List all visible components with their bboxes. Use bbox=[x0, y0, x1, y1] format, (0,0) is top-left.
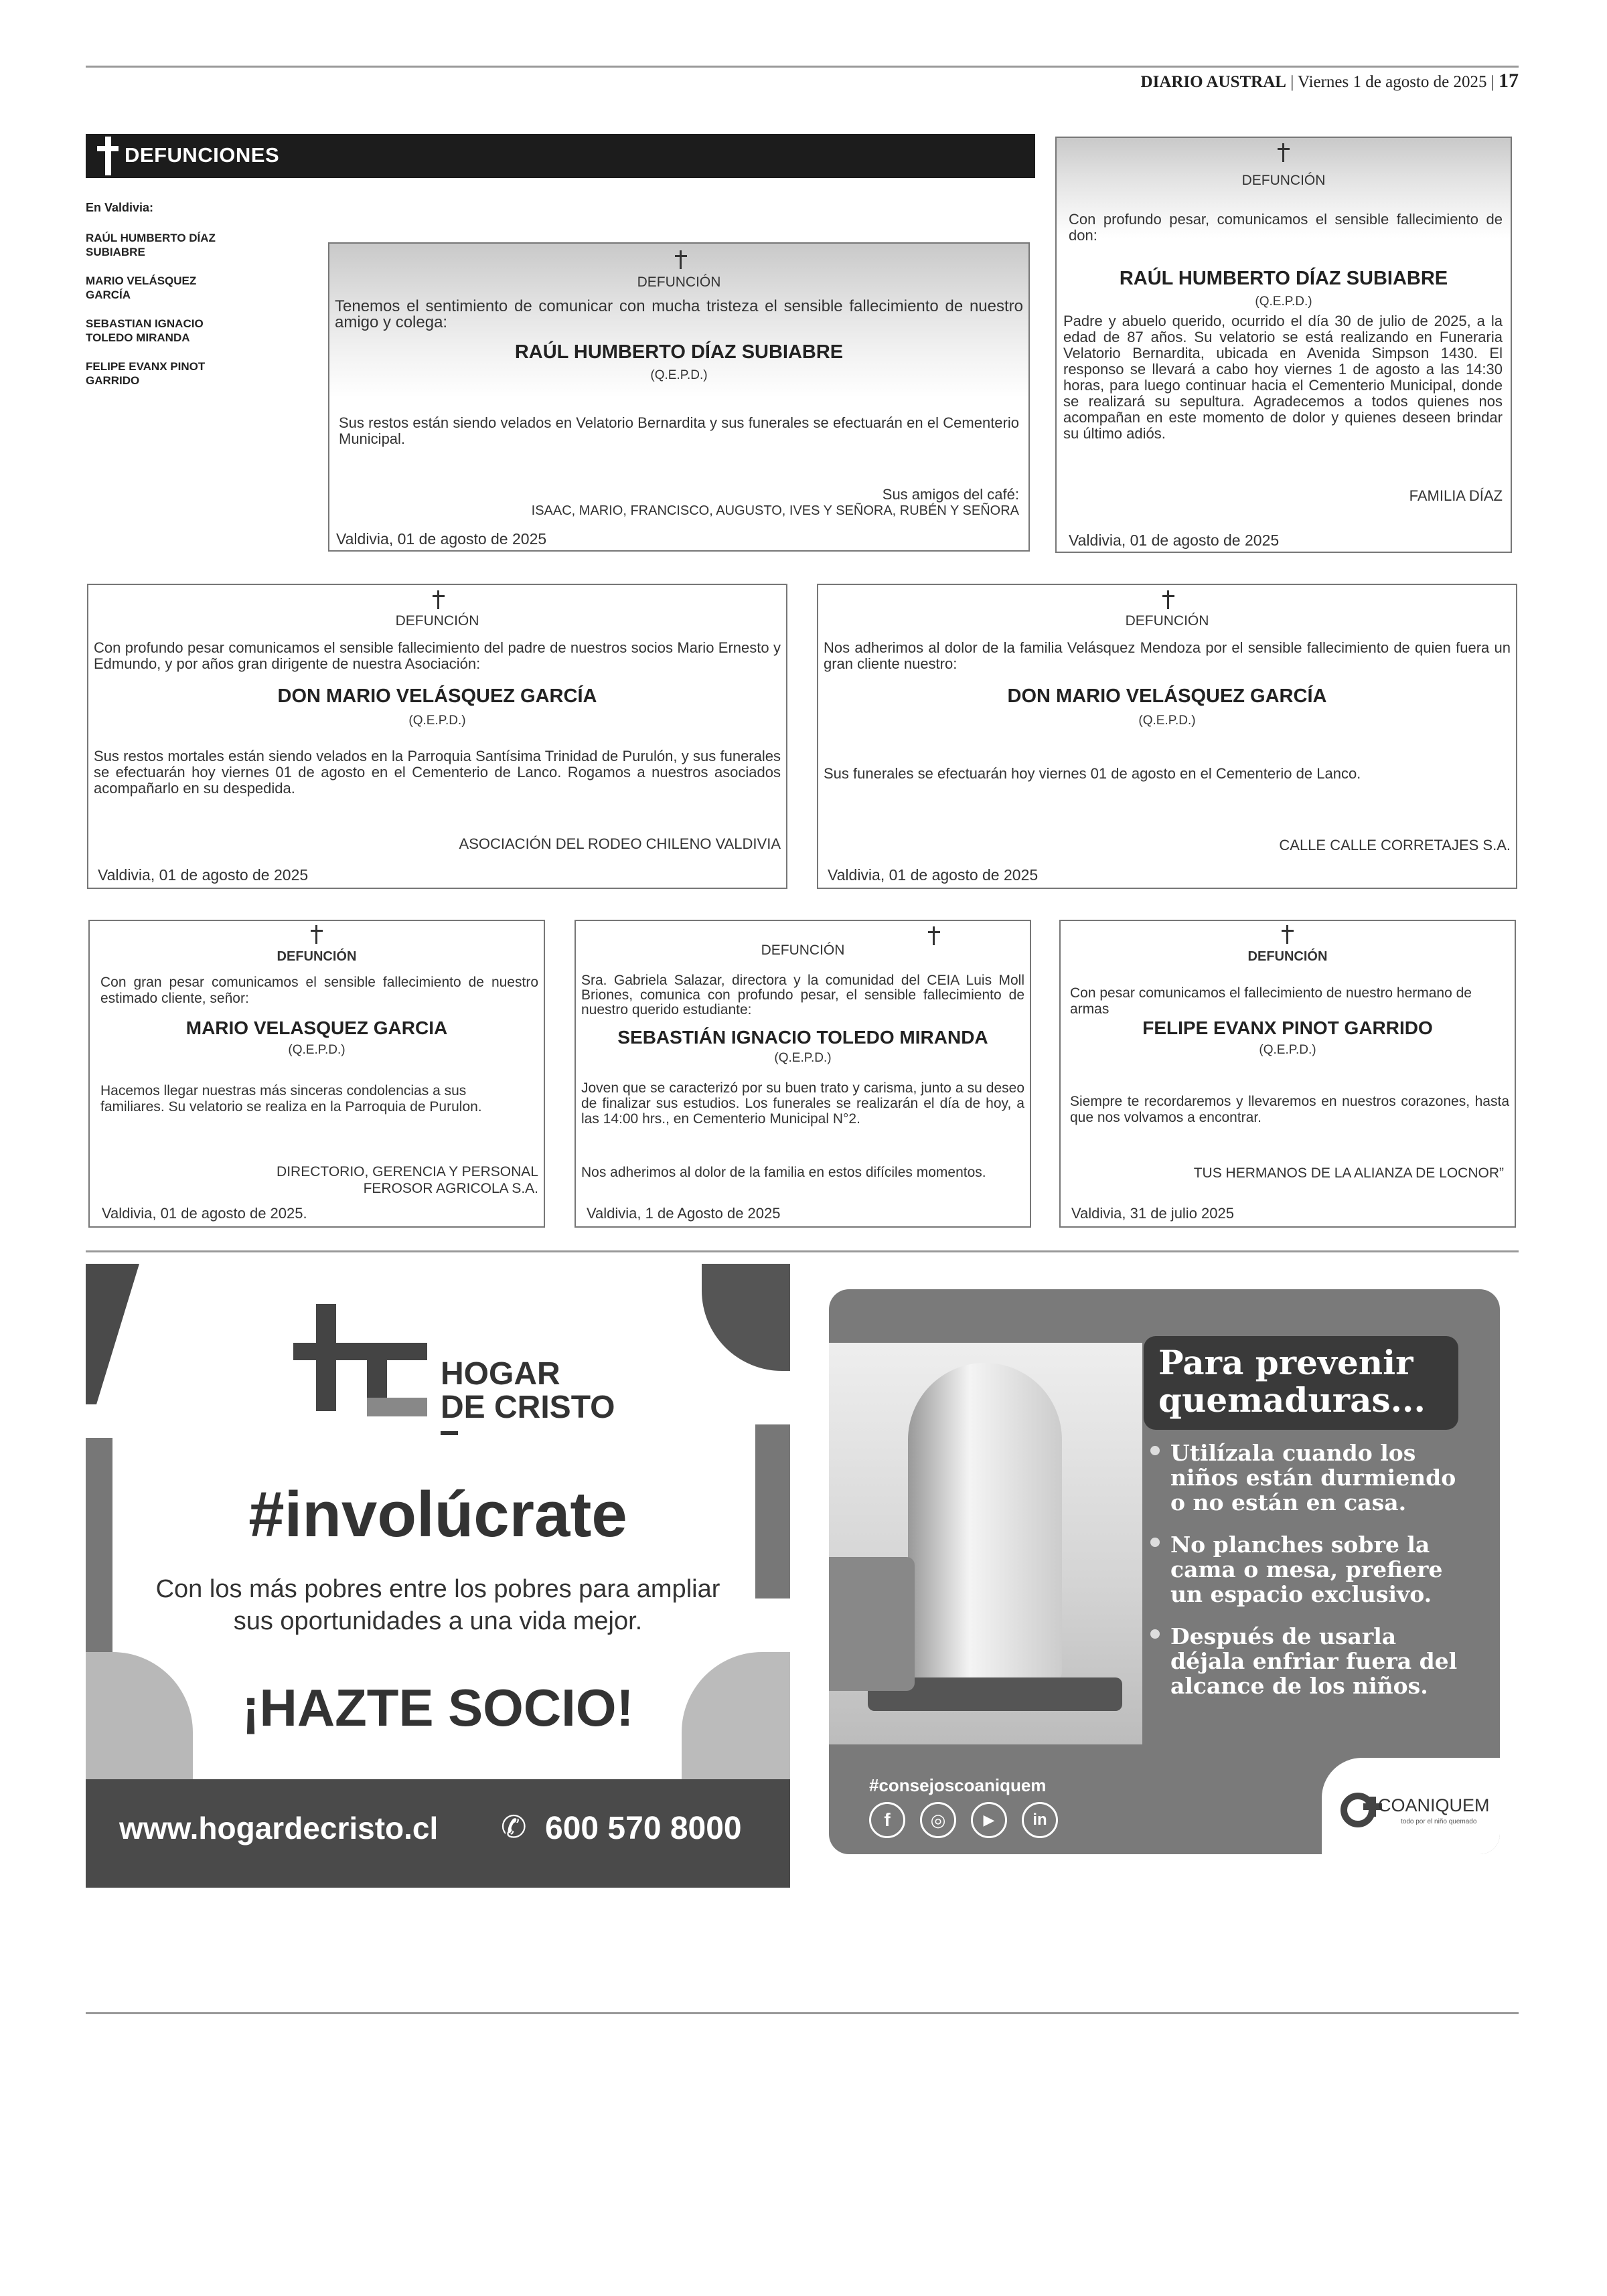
ad-cta[interactable]: ¡HAZTE SOCIO! bbox=[242, 1678, 634, 1737]
notice-qepd: (Q.E.P.D.) bbox=[1259, 1043, 1316, 1057]
notice-heading: DEFUNCIÓN bbox=[395, 613, 479, 629]
notice-heading: DEFUNCIÓN bbox=[277, 949, 357, 964]
paper-name: DIARIO AUSTRAL bbox=[1140, 73, 1286, 91]
notice-body: Joven que se caracterizó por su buen trato y carisma, junto a su deseo de finalizar sus estudios. Los funerales se realizarán el día de hoy, a las 14:00 hrs., en Cementerio Municipal N°2. bbox=[581, 1080, 1024, 1127]
signature-line: FEROSOR AGRICOLA S.A. bbox=[363, 1181, 538, 1196]
signature-line: Sus amigos del café: bbox=[882, 486, 1019, 503]
notice-qepd: (Q.E.P.D.) bbox=[774, 1051, 832, 1065]
obituary-notice bbox=[1055, 137, 1512, 553]
coaniquem-hashtag[interactable]: #consejoscoaniquem bbox=[869, 1775, 1047, 1795]
notice-signature bbox=[459, 835, 781, 852]
hogar-logo-icon bbox=[293, 1304, 427, 1418]
logo-line: HOGAR bbox=[441, 1356, 560, 1392]
index-name: RAÚL HUMBERTO DÍAZ SUBIABRE bbox=[86, 232, 216, 258]
brand-name: COANIQUEM bbox=[1378, 1795, 1490, 1815]
tip-text: No planches sobre la cama o mesa, prefiere un espacio exclusivo. bbox=[1170, 1532, 1443, 1607]
section-rule bbox=[86, 1250, 1519, 1252]
notice-intro: Nos adherimos al dolor de la familia Velásquez Mendoza por el sensible fallecimiento de quien fuera un gran cliente nuestro: bbox=[824, 639, 1511, 672]
title-line: Para prevenir bbox=[1158, 1343, 1413, 1382]
notice-date: Valdivia, 01 de agosto de 2025 bbox=[1069, 531, 1280, 549]
notice-name: DON MARIO VELÁSQUEZ GARCÍA bbox=[1007, 685, 1327, 707]
notice-qepd: (Q.E.P.D.) bbox=[650, 368, 708, 382]
decorative-shape bbox=[702, 1264, 790, 1371]
facebook-icon[interactable]: f bbox=[869, 1802, 905, 1838]
notice-intro: Tenemos el sentimiento de comunicar con mucha tristeza el sensible fallecimiento de nuestro amigo y colega: bbox=[335, 297, 1023, 331]
index-city: En Valdivia: bbox=[86, 201, 154, 214]
notice-heading: DEFUNCIÓN bbox=[761, 942, 845, 958]
notice-signature bbox=[277, 1163, 538, 1197]
notice-body: Sus restos mortales están siendo velados en la Parroquia Santísima Trinidad de Purulón, y sus funerales se efectuarán hoy viernes 01 de agosto en el Cementerio de Lanco. Rogamos a nuestros asociados acompañarlo en su despedida. bbox=[94, 748, 781, 797]
notice-body-closing: Nos adherimos al dolor de la familia en estos difíciles momentos. bbox=[581, 1165, 986, 1180]
signature-line: ISAAC, MARIO, FRANCISCO, AUGUSTO, IVES Y SEÑORA, RUBÉN Y SEÑORA bbox=[531, 503, 1019, 518]
page-number: 17 bbox=[1499, 70, 1519, 92]
index-name: SEBASTIAN IGNACIO TOLEDO MIRANDA bbox=[86, 317, 204, 344]
index-name: FELIPE EVANX PINOT GARRIDO bbox=[86, 360, 206, 387]
iron-photo bbox=[829, 1343, 1142, 1744]
notice-body: Hacemos llegar nuestras más sinceras condolencias a sus familiares. Su velatorio se realiza en la Parroquia de Purulon. bbox=[100, 1083, 482, 1115]
notice-qepd: (Q.E.P.D.) bbox=[288, 1043, 346, 1057]
obituary-notice bbox=[817, 584, 1517, 889]
notice-date: Valdivia, 01 de agosto de 2025 bbox=[828, 866, 1039, 884]
signature-line: FAMILIA DÍAZ bbox=[1409, 487, 1503, 504]
notice-intro: Con profundo pesar comunicamos el sensible fallecimiento del padre de nuestros socios Mario Ernesto y Edmundo, y por años gran dirigente de nuestra Asociación: bbox=[94, 639, 781, 672]
decorative-shape bbox=[86, 1264, 139, 1404]
obituary-notice bbox=[328, 242, 1030, 552]
notice-heading: DEFUNCIÓN bbox=[637, 274, 721, 290]
notice-date: Valdivia, 01 de agosto de 2025 bbox=[98, 866, 309, 884]
notice-name: RAÚL HUMBERTO DÍAZ SUBIABRE bbox=[1119, 268, 1448, 289]
ad-title bbox=[1144, 1336, 1458, 1430]
index-name: MARIO VELÁSQUEZ GARCÍA bbox=[86, 274, 197, 301]
notice-signature bbox=[1194, 1165, 1504, 1181]
section-title: DEFUNCIONES bbox=[125, 143, 280, 167]
notice-signature bbox=[1409, 487, 1503, 504]
notice-qepd: (Q.E.P.D.) bbox=[1138, 714, 1196, 728]
notice-name: DON MARIO VELÁSQUEZ GARCÍA bbox=[277, 685, 597, 707]
brand-tagline: todo por el niño quemado bbox=[1401, 1818, 1477, 1825]
obituary-notice bbox=[88, 920, 545, 1228]
notice-body: Sus funerales se efectuarán hoy viernes 01 de agosto en el Cementerio de Lanco. bbox=[824, 765, 1361, 782]
notice-date: Valdivia, 1 de Agosto de 2025 bbox=[587, 1205, 781, 1222]
signature-line: CALLE CALLE CORRETAJES S.A. bbox=[1279, 837, 1511, 853]
website-link[interactable]: www.hogardecristo.cl bbox=[119, 1811, 439, 1846]
obituary-notice bbox=[575, 920, 1031, 1228]
ad-coaniquem[interactable] bbox=[829, 1289, 1500, 1854]
tip-text: Después de usarla déjala enfriar fuera del alcance de los niños. bbox=[1170, 1623, 1458, 1699]
notice-intro: Sra. Gabriela Salazar, directora y la comunidad del CEIA Luis Moll Briones, comunica con profundo pesar, el sensible fallecimiento de nuestro querido estudiante: bbox=[581, 973, 1024, 1017]
notice-heading: DEFUNCIÓN bbox=[1241, 173, 1326, 188]
signature-line: DIRECTORIO, GERENCIA Y PERSONAL bbox=[277, 1164, 538, 1179]
notice-qepd: (Q.E.P.D.) bbox=[408, 714, 466, 728]
title-line: quemaduras... bbox=[1158, 1380, 1426, 1420]
notice-intro: Con gran pesar comunicamos el sensible fallecimiento de nuestro estimado cliente, señor: bbox=[100, 975, 538, 1006]
decorative-shape bbox=[86, 1438, 112, 1679]
obituary-index bbox=[86, 201, 233, 402]
ad-hogar-de-cristo[interactable] bbox=[86, 1264, 790, 1888]
issue-date: Viernes 1 de agosto de 2025 bbox=[1298, 73, 1487, 91]
iron-icon bbox=[908, 1363, 1062, 1684]
notice-date: Valdivia, 01 de agosto de 2025. bbox=[102, 1205, 307, 1222]
coaniquem-logo bbox=[1322, 1758, 1500, 1854]
cross-icon bbox=[95, 137, 121, 175]
cross-icon bbox=[1278, 143, 1290, 162]
cross-icon bbox=[675, 250, 687, 269]
notice-name: FELIPE EVANX PINOT GARRIDO bbox=[1142, 1017, 1433, 1038]
tip-item bbox=[1150, 1532, 1465, 1607]
ad-hashtag: #involúcrate bbox=[248, 1479, 627, 1550]
tip-item bbox=[1150, 1624, 1465, 1698]
notice-signature bbox=[1279, 837, 1511, 853]
ad-tagline bbox=[86, 1573, 790, 1637]
tip-text: Utilízala cuando los niños están durmiendo o no están en casa. bbox=[1170, 1440, 1456, 1515]
cross-icon bbox=[1282, 925, 1294, 944]
bottom-rule bbox=[86, 2012, 1519, 2014]
notice-signature bbox=[532, 486, 1019, 519]
cross-icon bbox=[311, 925, 323, 944]
cross-icon bbox=[1162, 590, 1174, 609]
phone-icon: ✆ bbox=[501, 1809, 527, 1844]
notice-name: SEBASTIÁN IGNACIO TOLEDO MIRANDA bbox=[617, 1027, 988, 1048]
notice-body: Padre y abuelo querido, ocurrido el día 30 de julio de 2025, a la edad de 87 años. Su velatorio se está realizando en Funeraria Velatorio Bernardita, ubicada en Avenida Simpson 1430. El responso se llevará a cabo hoy viernes 1 de agosto a las 14:30 horas, para luego continuar hacia el Cementerio Municipal, donde se realizará su sepultura. Agradecemos a todos quienes nos acompañan en este momento de dolor y quienes deseen brindar su último adiós. bbox=[1063, 313, 1503, 442]
tips-list bbox=[1150, 1441, 1465, 1698]
youtube-icon[interactable]: ▶ bbox=[971, 1802, 1007, 1838]
signature-line: TUS HERMANOS DE LA ALIANZA DE LOCNOR” bbox=[1193, 1165, 1504, 1181]
top-rule bbox=[86, 66, 1519, 68]
notice-body: Sus restos están siendo velados en Velatorio Bernardita y sus funerales se efectuarán en el Cementerio Municipal. bbox=[339, 414, 1019, 447]
notice-body: Siempre te recordaremos y llevaremos en nuestros corazones, hasta que nos volvamos a encontrar. bbox=[1070, 1094, 1509, 1125]
phone-number[interactable]: 600 570 8000 bbox=[545, 1811, 742, 1846]
notice-name: MARIO VELASQUEZ GARCIA bbox=[185, 1017, 448, 1038]
notice-heading: DEFUNCIÓN bbox=[1125, 613, 1209, 629]
signature-line: ASOCIACIÓN DEL RODEO CHILENO VALDIVIA bbox=[459, 835, 781, 852]
notice-intro: Con pesar comunicamos el fallecimiento de nuestro hermano de armas bbox=[1070, 985, 1472, 1017]
obituary-notice bbox=[1059, 920, 1516, 1228]
ad-contact-bar bbox=[86, 1779, 790, 1888]
notice-intro: Con profundo pesar, comunicamos el sensible fallecimiento de don: bbox=[1069, 211, 1503, 244]
tagline-line: sus oportunidades a una vida mejor. bbox=[233, 1607, 643, 1635]
tagline-line: Con los más pobres entre los pobres para ampliar bbox=[155, 1575, 720, 1603]
notice-date: Valdivia, 31 de julio 2025 bbox=[1071, 1205, 1234, 1222]
linkedin-icon[interactable]: in bbox=[1022, 1802, 1058, 1838]
tip-item bbox=[1150, 1441, 1465, 1515]
notice-date: Valdivia, 01 de agosto de 2025 bbox=[336, 530, 547, 548]
notice-heading: DEFUNCIÓN bbox=[1247, 949, 1328, 964]
folded-clothes bbox=[829, 1557, 915, 1691]
section-header bbox=[86, 134, 1035, 178]
obituary-notice bbox=[87, 584, 787, 889]
notice-qepd: (Q.E.P.D.) bbox=[1255, 295, 1312, 309]
cross-icon bbox=[433, 590, 445, 609]
hogar-logo-text bbox=[441, 1358, 615, 1435]
logo-line: DE CRISTO bbox=[441, 1390, 615, 1425]
instagram-icon[interactable]: ◎ bbox=[920, 1802, 956, 1838]
page-header: DIARIO AUSTRAL | Viernes 1 de agosto de 2025 | 17 bbox=[1140, 70, 1519, 92]
notice-name: RAÚL HUMBERTO DÍAZ SUBIABRE bbox=[514, 341, 844, 363]
